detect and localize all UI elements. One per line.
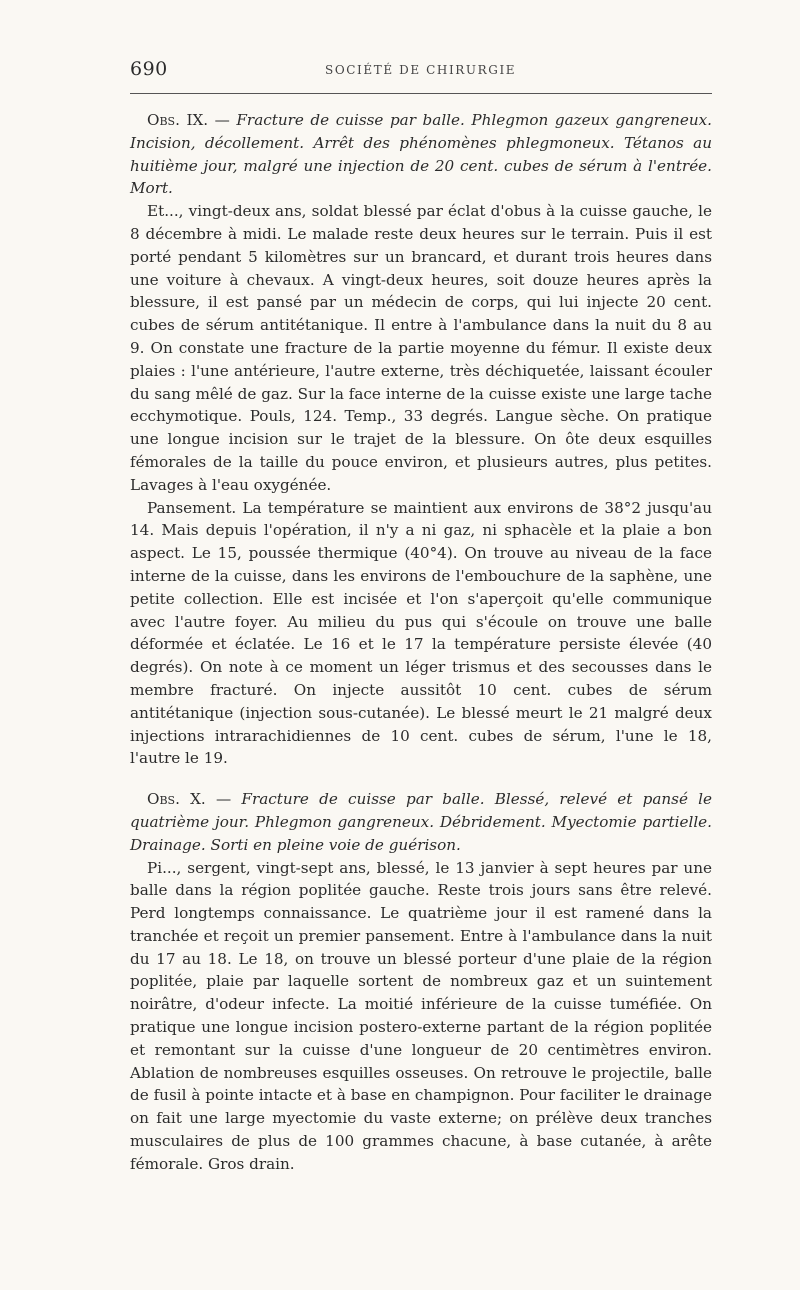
document-page (130, 58, 712, 1176)
title-dash: — (208, 111, 237, 129)
page-number: 690 (130, 58, 168, 80)
observation-title: Fracture de cuisse par balle. Phlegmon gazeux gangreneux. Incision, décollement. Arrêt des phénomènes phlegmoneux. Tétanos au huitième jour, malgré une injection de 20 cent. cubes de sérum à l'entrée. Mort. (130, 111, 712, 198)
running-head: SOCIÉTÉ DE CHIRURGIE (325, 63, 517, 77)
header-rule (130, 93, 712, 94)
observation-label: Obs. X. (147, 790, 206, 809)
observation-10-paragraph-1: Pi..., sergent, vingt-sept ans, blessé, le 13 janvier à sept heures par une balle dans la région poplitée gauche. Reste trois jours sans être relevé. Perd longtemps connaissance. Le quatrième jour il est ramené dans la tranchée et reçoit un premier pansement. Entre à l'ambulance dans la nuit du 17 au 18. Le 18, on trouve un blessé porteur d'une plaie de la région poplitée, plaie par laquelle sortent de nombreux gaz et un suintement noirâtre, d'odeur infecte. La moitié inférieure de la cuisse tuméfiée. On pratique une longue incision postero-externe partant de la région poplitée et remontant sur la cuisse d'une longueur de 20 centimètres environ. Ablation de nombreuses esquilles osseuses. On retrouve le projectile, balle de fusil à pointe intacte et à base en champignon. Pour faciliter le drainage on fait une large myectomie du vaste externe; on prélève deux tranches musculaires de plus de 100 grammes chacune, à base cutanée, à arête fémorale. Gros drain. (130, 858, 712, 1173)
observation-title: Fracture de cuisse par balle. Blessé, relevé et pansé le quatrième jour. Phlegmon gangreneux. Débridement. Myectomie partielle. Drainage. Sorti en pleine voie de guérison. (130, 790, 713, 854)
observation-10-title (130, 788, 712, 856)
page-header (130, 58, 712, 84)
observation-label: Obs. IX. (147, 111, 209, 129)
title-dash: — (205, 790, 242, 809)
observation-9-paragraph-1: Et..., vingt-deux ans, soldat blessé par éclat d'obus à la cuisse gauche, le 8 décembre à midi. Le malade reste deux heures sur le terrain. Puis il est porté pendant 5 kilomètres sur un brancard, et durant trois heures dans une voiture à chevaux. A vingt-deux heures, soit douze heures après la blessure, il est pansé par un médecin de corps, qui lui injecte 20 cent. cubes de sérum antitétanique. Il entre à l'ambulance dans la nuit du 8 au 9. On constate une fracture de la partie moyenne du fémur. Il existe deux plaies : l'une antérieure, l'autre externe, très déchiquetée, laissant écouler du sang mêlé de gaz. Sur la face interne de la cuisse existe une large tache ecchymotique. Pouls, 124. Temp., 33 degrés. Langue sèche. On pratique une longue incision sur le trajet de la blessure. On ôte deux esquilles fémorales de la taille du pouce environ, et plusieurs autres, plus petites. Lavages à l'eau oxygénée. (130, 202, 712, 494)
observation-9-title (130, 109, 712, 200)
observation-9-paragraph-2: Pansement. La température se maintient aux environs de 38°2 jusqu'au 14. Mais depuis l'opération, il n'y a ni gaz, ni sphacèle et la plaie a bon aspect. Le 15, poussée thermique (40°4). On trouve au niveau de la face interne de la cuisse, dans les environs de l'embouchure de la saphène, une petite collection. Elle est incisée et l'on s'aperçoit qu'elle communique avec l'autre foyer. Au milieu du pus qui s'écoule on trouve une balle déformée et éclatée. Le 16 et le 17 la température persiste élevée (40 degrés). On note à ce moment un léger trismus et des secousses dans le membre fracturé. On injecte aussitôt 10 cent. cubes de sérum antitétanique (injection sous-cutanée). Le blessé meurt le 21 malgré deux injections intrarachidiennes de 10 cent. cubes de sérum, l'une le 18, l'autre le 19. (130, 498, 712, 768)
